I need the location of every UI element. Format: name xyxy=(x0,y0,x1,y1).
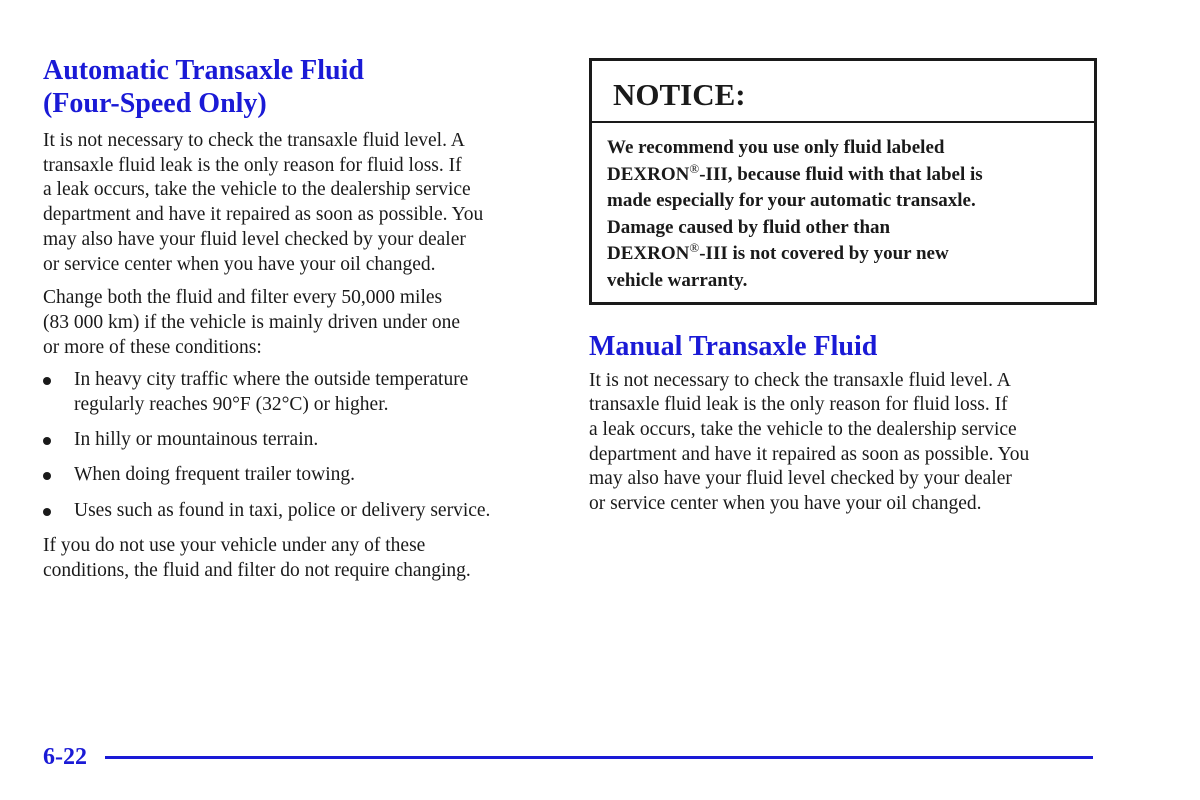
section-heading-automatic-transaxle-fluid xyxy=(43,54,558,120)
text-line: a leak occurs, take the vehicle to the dealership service xyxy=(589,418,1017,440)
text-line: vehicle warranty. xyxy=(607,269,748,291)
text-line: -III, because fluid with that label is xyxy=(699,163,983,185)
text-line: made especially for your automatic transaxle. xyxy=(607,190,976,212)
text-line: In hilly or mountainous terrain. xyxy=(74,429,319,451)
bullet-icon xyxy=(43,377,51,385)
list-item xyxy=(43,368,558,417)
notice-box xyxy=(589,58,1097,305)
registered-mark: ® xyxy=(689,240,700,256)
page-footer xyxy=(43,742,1095,772)
text-line: (83 000 km) if the vehicle is mainly driven under one xyxy=(43,311,460,333)
text-line: a leak occurs, take the vehicle to the dealership service xyxy=(43,179,471,201)
text-line: regularly reaches 90°F (32°C) or higher. xyxy=(74,394,389,416)
right-column xyxy=(589,58,1097,517)
left-column xyxy=(43,54,558,583)
paragraph-no-change-needed xyxy=(43,534,558,583)
text-line: transaxle fluid leak is the only reason for fluid loss. If xyxy=(43,154,462,176)
text-line: It is not necessary to check the transaxle fluid level. A xyxy=(43,130,465,151)
list-item xyxy=(43,499,558,524)
text-line: Damage caused by fluid other than xyxy=(607,216,891,238)
text-line: department and have it repaired as soon as possible. You xyxy=(589,443,1030,465)
paragraph-change-interval xyxy=(43,286,558,360)
text-line: -III is not covered by your new xyxy=(699,243,949,265)
text-line: Change both the fluid and filter every 50,000 miles xyxy=(43,287,443,309)
text-line: When doing frequent trailer towing. xyxy=(74,464,356,486)
paragraph-manual-fluid-check xyxy=(589,369,1097,517)
text-line: If you do not use your vehicle under any of these xyxy=(43,534,426,556)
paragraph-fluid-check xyxy=(43,129,558,277)
text-line: transaxle fluid leak is the only reason for fluid loss. If xyxy=(589,394,1008,416)
list-item xyxy=(43,463,558,488)
text-line: or service center when you have your oil changed. xyxy=(43,253,436,275)
list-item xyxy=(43,428,558,453)
notice-title: NOTICE: xyxy=(592,61,1094,123)
page-number: 6-22 xyxy=(43,744,87,770)
registered-mark: ® xyxy=(689,160,700,176)
text-line: DEXRON xyxy=(607,243,690,265)
text-line: In heavy city traffic where the outside temperature xyxy=(74,369,469,391)
text-line: department and have it repaired as soon as possible. You xyxy=(43,204,484,226)
text-line: We recommend you use only fluid labeled xyxy=(607,137,945,158)
footer-rule xyxy=(105,756,1093,759)
section-heading-manual-transaxle-fluid: Manual Transaxle Fluid xyxy=(589,330,878,362)
bullet-icon xyxy=(43,472,51,480)
bullet-icon xyxy=(43,437,51,445)
text-line: DEXRON xyxy=(607,163,690,185)
text-line: It is not necessary to check the transaxle fluid level. A xyxy=(589,369,1011,391)
notice-body xyxy=(592,123,1094,302)
text-line: conditions, the fluid and filter do not require changing. xyxy=(43,559,471,581)
text-line: or more of these conditions: xyxy=(43,336,262,358)
bullet-icon xyxy=(43,508,51,516)
text-line: Uses such as found in taxi, police or delivery service. xyxy=(74,499,491,521)
heading-line: Automatic Transaxle Fluid xyxy=(43,55,364,86)
text-line: may also have your fluid level checked by your dealer xyxy=(589,468,1012,490)
conditions-list xyxy=(43,368,558,523)
text-line: or service center when you have your oil changed. xyxy=(589,493,982,515)
heading-line: (Four-Speed Only) xyxy=(43,88,267,119)
text-line: may also have your fluid level checked by your dealer xyxy=(43,228,466,250)
